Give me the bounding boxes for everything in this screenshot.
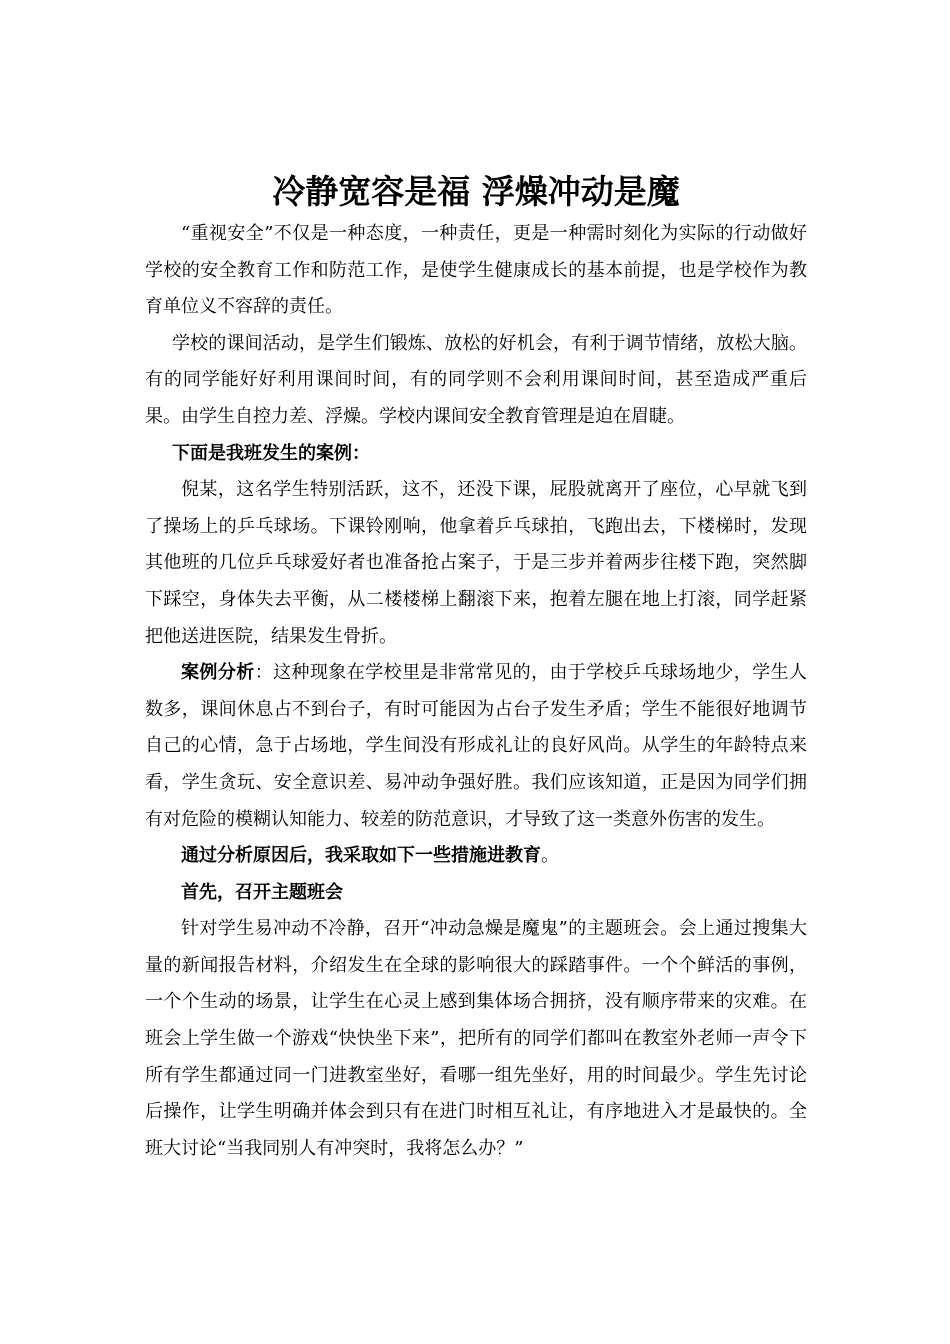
section-heading-case [145,436,807,473]
paragraph-text: 针对学生易冲动不冷静，召开“冲动急燥是魔鬼”的主题班会。会上通过搜集大量的新闻报告材料，介绍发生在全球的影响很大的踩踏事件。一个个鲜活的事例，一个个生动的场景，让学生在心灵上感到集体场合拥挤，没有顺序带来的灾难。在班会上学生做一个游戏“快快坐下来”，把所有的同学们都叫在教室外老师一声令下所有学生都通过同一门进教室坐好，看哪一组先坐好，用的时间最少。学生先讨论后操作，让学生明确并体会到只有在进门时相互礼让，有序地进入才是最快的。全班大讨论“当我同别人有冲突时，我将怎么办？” [145,918,807,1159]
paragraph-text: ：这种现象在学校里是非常常见的，由于学校乒乓球场地少，学生人数多，课间休息占不到台子，有时可能因为占台子发生矛盾；学生不能很好地调节自己的心情，急于占场地，学生间没有形成礼让的良好风尚。从学生的年龄特点来看，学生贪玩、安全意识差、易冲动争强好胜。我们应该知道，正是因为同学们拥有对危险的模糊认知能力、较差的防范意识，才导致了这一类意外伤害的发生。 [145,662,808,830]
paragraph-measures-intro [145,838,807,875]
paragraph-recess [145,326,807,436]
paragraph-text: “重视安全”不仅是一种态度，一种责任，更是一种需时刻化为实际的行动做好学校的安全教育工作和防范工作，是使学生健康成长的基本前提，也是学校作为教育单位义不容辞的责任。 [145,223,807,318]
paragraph-intro [145,216,807,326]
paragraph-text: 学校的课间活动，是学生们锻炼、放松的好机会，有利于调节情绪，放松大脑。有的同学能好好利用课间时间，有的同学则不会利用课间时间，甚至造成严重后果。由学生自控力差、浮燥。学校内课间安全教育管理是迫在眉睫。 [145,332,807,427]
paragraph-case [145,472,807,655]
section-heading-class-meeting [145,875,807,912]
paragraph-text: 下面是我班发生的案例： [172,442,370,464]
paragraph-lead: 案例分析 [181,662,255,684]
page-title: 冷静宽容是福 浮燥冲动是魔 [272,172,680,211]
paragraph-text: 倪某，这名学生特别活跃，这不，还没下课，屁股就离开了座位，心早就飞到了操场上的乒乓球场。下课铃刚响，他拿着乒乓球拍，飞跑出去，下楼梯时，发现其他班的几位乒乓球爱好者也准备抢占案子，于是三步并着两步往楼下跑，突然脚下踩空，身体失去平衡，从二楼楼梯上翻滚下来，抱着左腿在地上打滚，同学赶紧把他送进医院，结果发生骨折。 [145,479,807,647]
paragraph-text: 首先，召开主题班会 [181,881,343,903]
paragraph-lead: 通过分析原因后，我采取如下一些措施进教育 [181,845,541,867]
paragraph-text: 。 [541,845,559,867]
paragraph-analysis [145,655,807,838]
document-page [145,170,807,1167]
paragraph-class-meeting [145,911,807,1167]
